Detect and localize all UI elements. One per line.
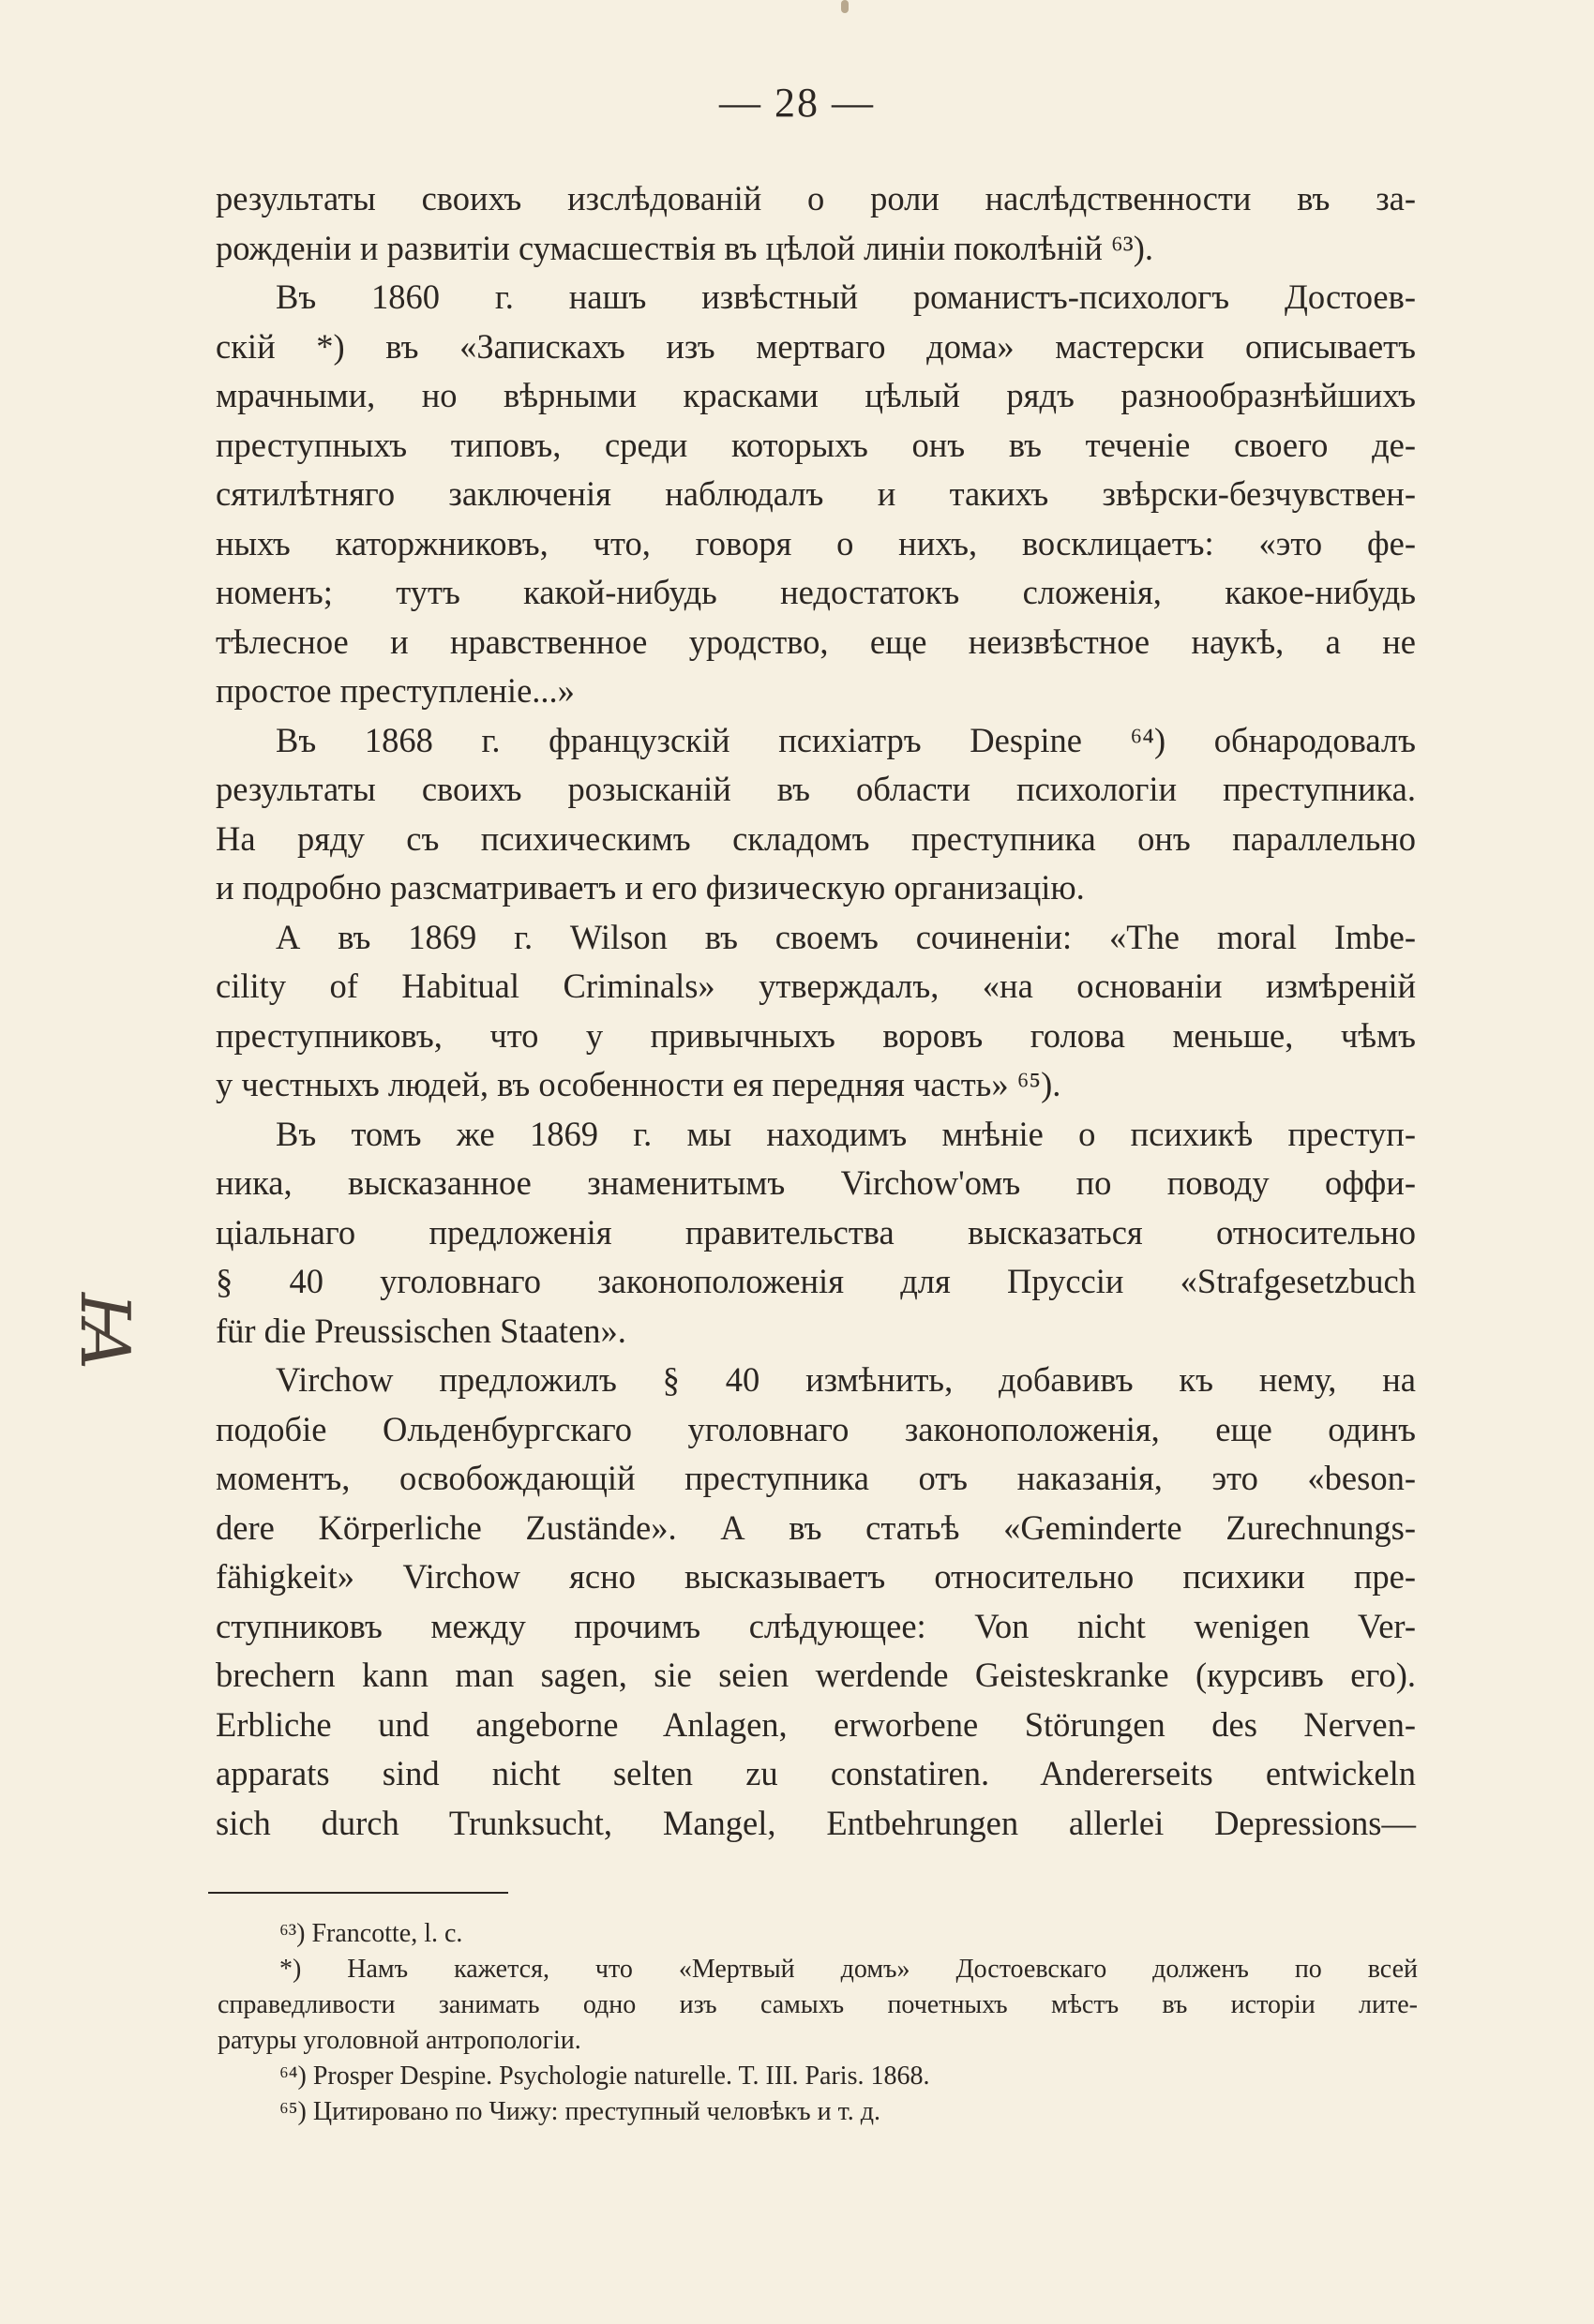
text-line: cility of Habitual Criminals» утверждалъ, «на основаніи измѣреній xyxy=(216,967,1416,1005)
text-line: А въ 1869 г. Wilson въ своемъ сочиненіи: «The moral Imbe- xyxy=(276,917,1416,956)
footnote-rule xyxy=(208,1892,508,1894)
text-line: рожденіи и развитіи сумасшествія въ цѣлой линіи поколѣній ⁶³). xyxy=(216,228,1153,267)
text-line: тѣлесное и нравственное уродство, еще неизвѣстное наукѣ, а не xyxy=(216,622,1416,661)
text-line: преступниковъ, что у привычныхъ воровъ голова меньше, чѣмъ xyxy=(216,1015,1416,1055)
body-text xyxy=(216,174,1416,1848)
text-line: преступныхъ типовъ, среди которыхъ онъ въ теченіе своего де- xyxy=(216,425,1416,464)
text-line: подобіе Ольденбургскаго уголовнаго законоположенія, еще одинъ xyxy=(216,1409,1416,1448)
text-line: Erbliche und angeborne Anlagen, erworbene Störungen des Nerven- xyxy=(216,1704,1416,1744)
text-line: ступниковъ между прочимъ слѣдующее: Von nicht wenigen Ver- xyxy=(216,1606,1416,1645)
footnote: ратуры уголовной антропологіи. xyxy=(218,2026,581,2055)
text-line: brechern kann man sagen, sie seien werdende Geisteskranke (курсивъ его). xyxy=(216,1656,1416,1694)
text-line: apparats sind nicht selten zu constatiren. Andererseits entwickeln xyxy=(216,1754,1416,1792)
text-line: На ряду съ психическимъ складомъ преступника онъ параллельно xyxy=(216,818,1416,858)
text-line: Въ 1868 г. французскій психіатръ Despine ⁶⁴) обнародовалъ xyxy=(276,720,1416,759)
text-line: результаты своихъ розысканій въ области психологіи преступника. xyxy=(216,770,1416,808)
text-line: сятилѣтняго заключенія наблюдалъ и такихъ звѣрски-безчувствен- xyxy=(216,474,1416,513)
text-line: мрачными, но вѣрными красками цѣлый рядъ разнообразнѣйшихъ xyxy=(216,376,1416,414)
text-line: Въ томъ же 1869 г. мы находимъ мнѣніе о психикѣ преступ- xyxy=(276,1114,1416,1153)
text-line: у честныхъ людей, въ особенности ея передняя часть» ⁶⁵). xyxy=(216,1065,1061,1103)
footnote: справедливости занимать одно изъ самыхъ почетныхъ мѣстъ въ исторіи лите- xyxy=(218,1990,1418,2019)
footnote: ⁶⁵) Цитировано по Чижу: преступный человѣкъ и т. д. xyxy=(279,2097,880,2126)
text-line: простое преступленіе...» xyxy=(216,671,575,710)
text-line: результаты своихъ изслѣдованій о роли наслѣдственности въ за- xyxy=(216,179,1416,217)
footnotes xyxy=(218,1916,1418,2130)
text-line: ника, высказанное знаменитымъ Virchow'омъ по поводу оффи- xyxy=(216,1163,1416,1202)
text-line: ныхъ каторжниковъ, что, говоря о нихъ, восклицаетъ: «это фе- xyxy=(216,523,1416,562)
binding-dot xyxy=(841,0,849,13)
text-line: и подробно разсматриваетъ и его физическую организацію. xyxy=(216,868,1085,907)
text-line: ціальнаго предложенія правительства высказаться относительно xyxy=(216,1212,1416,1252)
footnote: *) Намъ кажется, что «Мертвый домъ» Достоевскаго долженъ по всей xyxy=(279,1955,1418,1984)
text-line: моментъ, освобождающій преступника отъ наказанія, это «beson- xyxy=(216,1459,1416,1497)
margin-handwritten-mark: Ꙗ xyxy=(67,1292,143,1371)
text-line: sich durch Trunksucht, Mangel, Entbehrungen allerlei Depressions— xyxy=(216,1803,1416,1842)
text-line: Virchow предложилъ § 40 измѣнить, добавивъ къ нему, на xyxy=(276,1360,1416,1399)
text-line: für die Preussischen Staaten». xyxy=(216,1311,626,1350)
footnote: ⁶⁴) Prosper Despine. Psychologie naturelle. T. III. Paris. 1868. xyxy=(279,2062,930,2091)
text-line: номенъ; тутъ какой-нибудь недостатокъ сложенія, какое-нибудь xyxy=(216,573,1416,611)
text-line: скій *) въ «Запискахъ изъ мертваго дома» мастерски описываетъ xyxy=(216,326,1416,366)
footnote: ⁶³) Francotte, l. c. xyxy=(279,1919,463,1948)
text-line: dere Körperliche Zustände». А въ статьѣ «Geminderte Zurechnungs- xyxy=(216,1507,1416,1547)
text-line: § 40 уголовнаго законоположенія для Пруссіи «Strafgesetzbuch xyxy=(216,1262,1416,1300)
page-number: — 28 — xyxy=(719,80,875,126)
text-line: Въ 1860 г. нашъ извѣстный романистъ-психологъ Достоев- xyxy=(276,277,1416,316)
text-line: fähigkeit» Virchow ясно высказываетъ относительно психики пре- xyxy=(216,1557,1416,1596)
